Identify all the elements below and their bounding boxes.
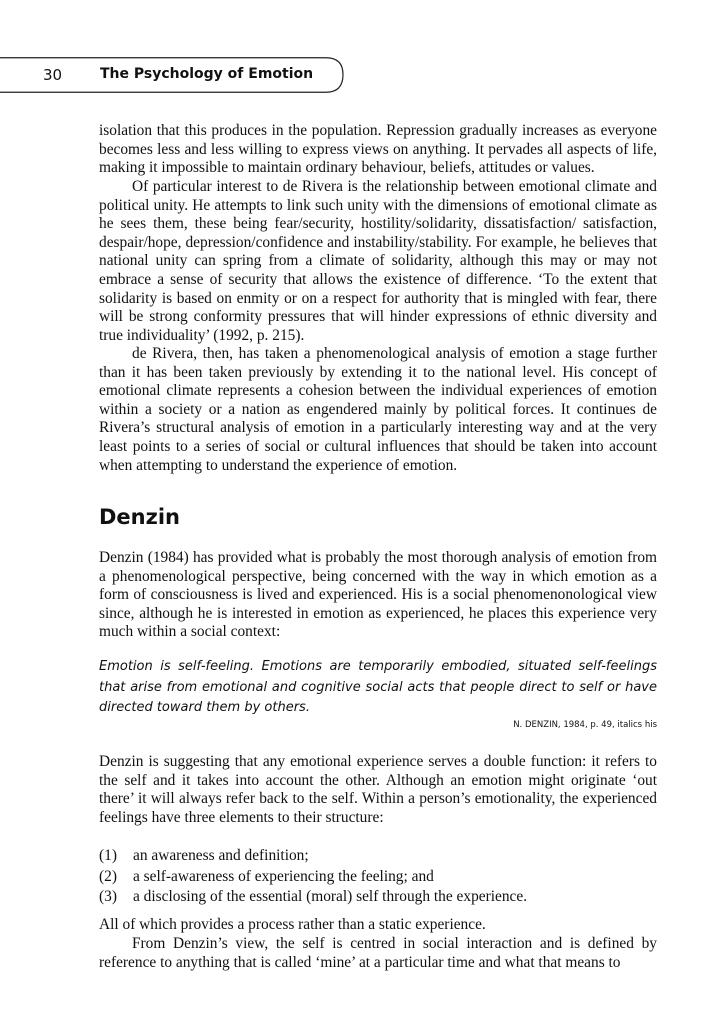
list-item [99, 887, 657, 908]
paragraph-5: Denzin is suggesting that any emotional experience serves a double function: it refers to the self and it takes into account the other. Although an emotion might originate ‘out there’ it will always refer back to the self. Within a person’s emotionality, the experienced feelings have three elements to their structure: [99, 753, 657, 826]
list-item-number: (1) [99, 847, 117, 864]
page-number: 30 [43, 66, 63, 84]
paragraph-7: From Denzin’s view, the self is centred in social interaction and is defined by reference to anything that is called ‘mine’ at a particular time and what that means to [99, 935, 657, 971]
running-head [0, 57, 716, 95]
paragraph-2: Of particular interest to de Rivera is the relationship between emotional climate and political unity. He attempts to link such unity with the dimensions of emotional climate as he sees them, these being fear/security, hostility/solidarity, dissatisfaction/ satisfaction, despair/hope, depression/confidence and instability/stability. For example, he believes that national unity can spring from a climate of solidarity, although this may or may not embrace a sense of security that allows the existence of difference. ‘To the extent that solidarity is based on enmity or on a respect for authority that is mingled with fear, there will be strong conformity pressures that will hinder expressions of ethnic diversity and true individuality’ (1992, p. 215). [99, 178, 657, 344]
list-item-text: a self-awareness of experiencing the feeling; and [133, 867, 434, 885]
list-item-text: a disclosing of the essential (moral) self through the experience. [133, 888, 528, 905]
list-item-number: (3) [99, 888, 117, 905]
paragraph-6: All of which provides a process rather than a static experience. [99, 916, 486, 933]
list-item-text: an awareness and definition; [133, 847, 309, 864]
quote-citation: N. DENZIN, 1984, p. 49, italics his [513, 720, 657, 730]
list-item [99, 846, 657, 867]
structure-list [99, 846, 657, 908]
paragraph-4: Denzin (1984) has provided what is probably the most thorough analysis of emotion from a phenomenological perspective, being concerned with the way in which emotion as a form of consciousness is lived and experienced. His is a social phenomenonological view since, although he is interested in emotion as experienced, he places this experience very much within a social context: [99, 549, 657, 641]
list-item [99, 867, 657, 888]
paragraph-3: de Rivera, then, has taken a phenomenological analysis of emotion a stage further than it has been taken previously by extending it to the national level. His concept of emotional climate represents a cohesion between the individual experiences of emotion within a society or a nation as engendered mainly by political forces. It continues de Rivera’s structural analysis of emotion in a particularly interesting way and at the very least points to a series of social or cultural influences that should be taken into account when attempting to understand the experience of emotion. [99, 345, 657, 474]
block-quote: Emotion is self-feeling. Emotions are temporarily embodied, situated self-feelings that arise from emotional and cognitive social acts that people direct to self or have directed toward them by others. [99, 659, 657, 715]
paragraph-1: isolation that this produces in the population. Repression gradually increases as everyone becomes less and less willing to express views on anything. It pervades all aspects of life, making it impossible to maintain ordinary behaviour, beliefs, attitudes or values. [99, 122, 657, 177]
list-item-number: (2) [99, 867, 117, 885]
section-heading: Denzin [99, 505, 180, 529]
running-title: The Psychology of Emotion [100, 66, 314, 82]
